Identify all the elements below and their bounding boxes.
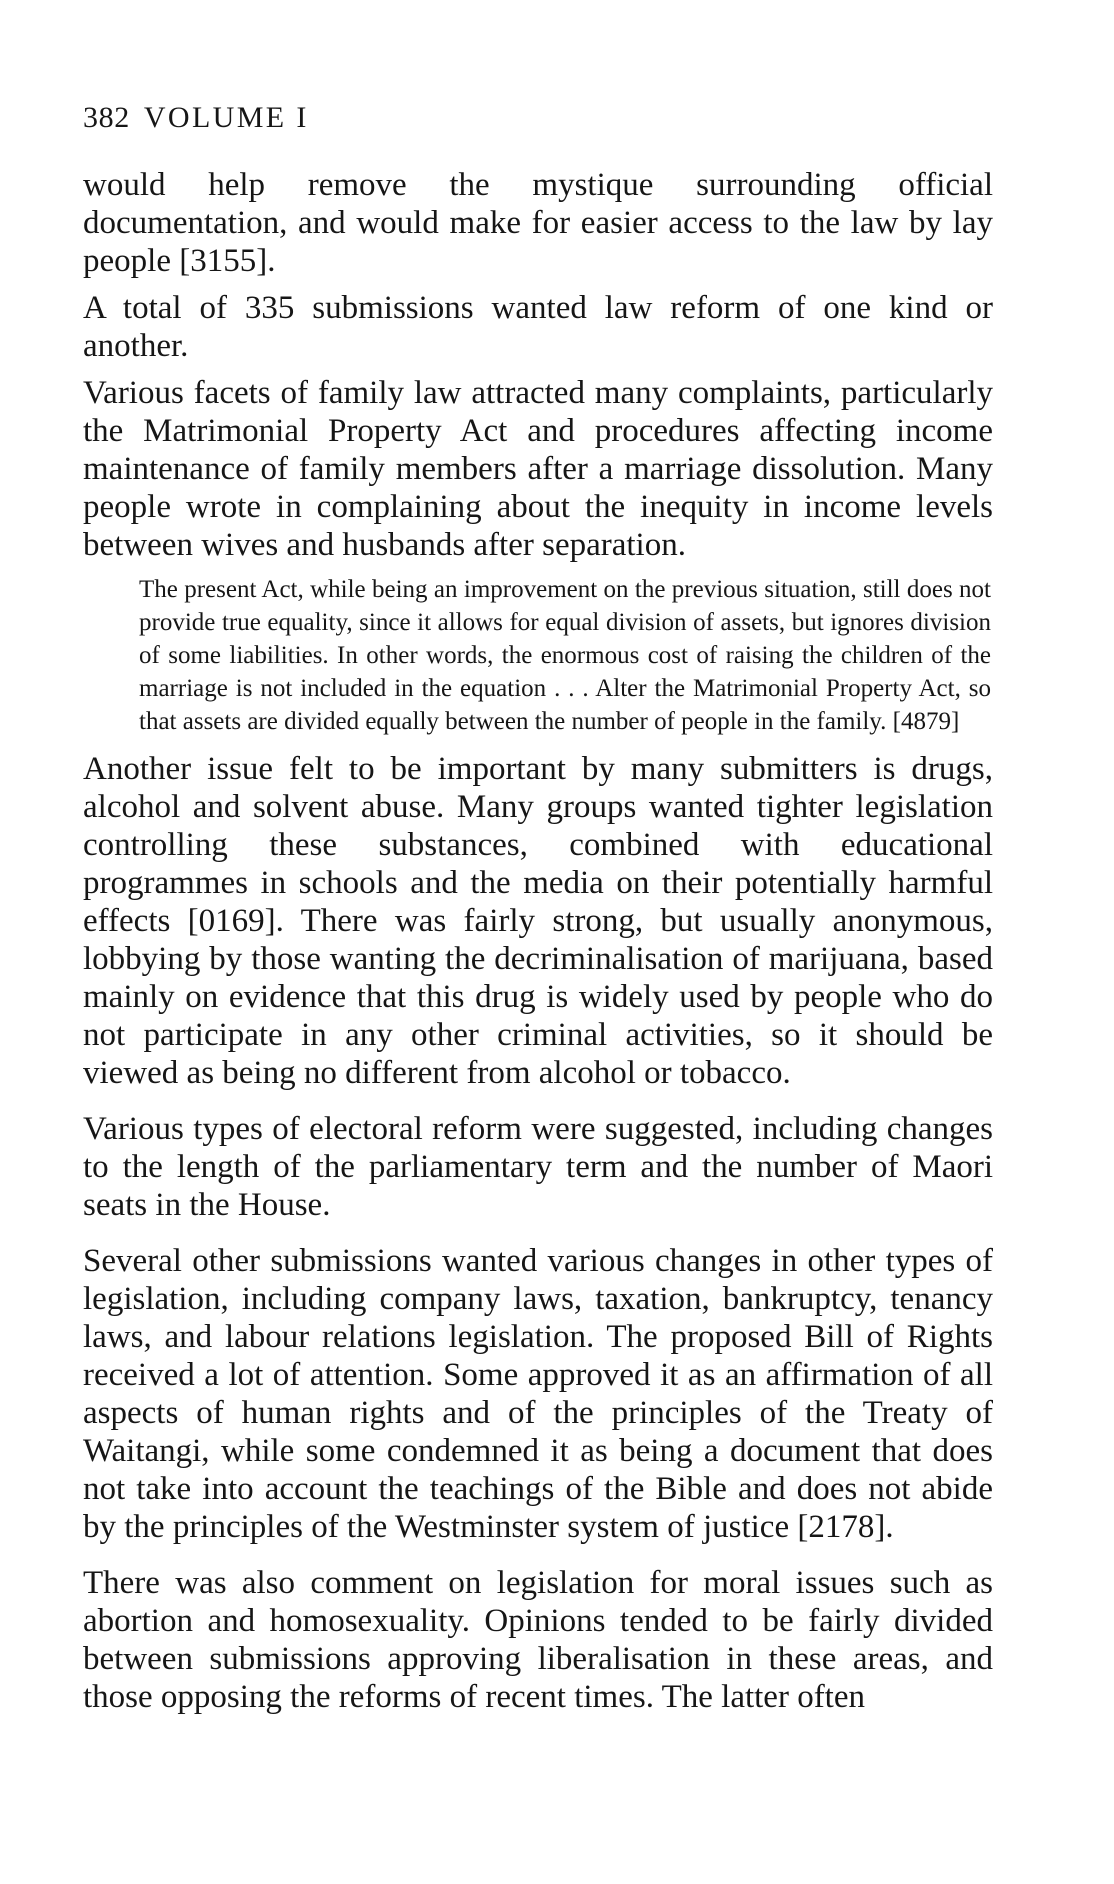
running-head <box>83 100 309 136</box>
paragraph-law-reform-total: A total of 335 submissions wanted law reform of one kind or another. <box>83 290 993 364</box>
page-number: 382 <box>83 101 130 134</box>
body-text <box>83 166 993 1725</box>
paragraph-moral-issues: There was also comment on legislation for moral issues such as abortion and homosexuality. Opinions tended to be fairly divided between submissions approving liberalisation in these areas, and those opposing the reforms of recent times. The latter often <box>83 1565 993 1715</box>
paragraph-electoral-reform: Various types of electoral reform were suggested, including changes to the length of the parliamentary term and the number of Maori seats in the House. <box>83 1111 993 1223</box>
paragraph-other-legislation: Several other submissions wanted various changes in other types of legislation, including company laws, taxation, bankruptcy, tenancy laws, and labour relations legislation. The proposed Bill of Rights received a lot of attention. Some approved it as an affirmation of all aspects of human rights and of the principles of the Treaty of Waitangi, while some condemned it as being a document that does not take into account the teachings of the Bible and does not abide by the principles of the Westminster system of justice [2178]. <box>83 1243 993 1545</box>
block-quotation-matrimonial-property: The present Act, while being an improvement on the previous situation, still does not provide true equality, since it allows for equal division of assets, but ignores division of some liabilities. In other words, the enormous cost of raising the children of the marriage is not included in the equation . . . Alter the Matrimonial Property Act, so that assets are divided equally between the number of people in the family. [4879] <box>139 576 991 735</box>
volume-label: VOLUME I <box>143 101 309 134</box>
paragraph-drugs-alcohol: Another issue felt to be important by many submitters is drugs, alcohol and solvent abuse. Many groups wanted tighter legislation controlling these substances, combined with educational programmes in schools and the media on their potentially harmful effects [0169]. There was fairly strong, but usually anonymous, lobbying by those wanting the decriminalisation of marijuana, based mainly on evidence that this drug is widely used by people who do not participate in any other criminal activities, so it should be viewed as being no different from alcohol or tobacco. <box>83 751 993 1091</box>
paragraph-official-documentation: would help remove the mystique surrounding official documentation, and would make for easier access to the law by lay people [3155]. <box>83 167 993 279</box>
paragraph-family-law: Various facets of family law attracted many complaints, particularly the Matrimonial Property Act and procedures affecting income maintenance of family members after a marriage dissolution. Many people wrote in complaining about the inequity in income levels between wives and husbands after separation. <box>83 375 993 563</box>
